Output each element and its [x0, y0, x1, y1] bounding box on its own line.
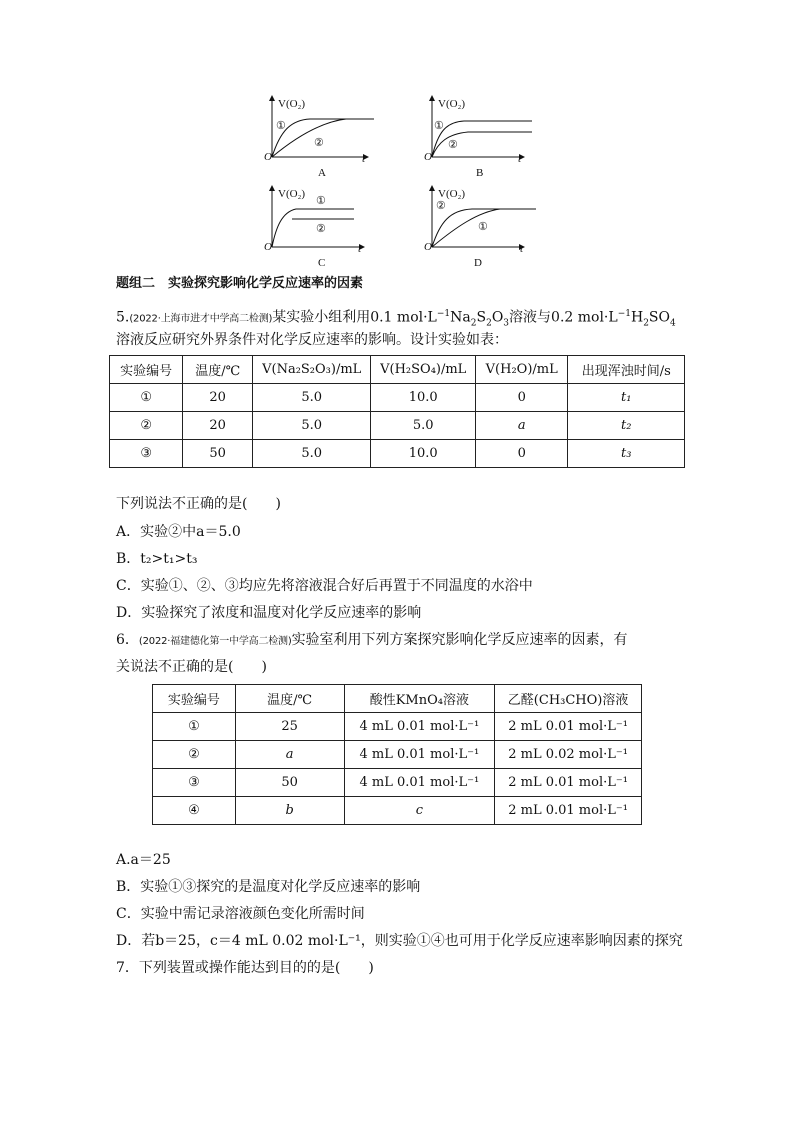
table-row: [153, 713, 642, 741]
q5-stem-d: O: [491, 309, 504, 326]
table-row: [153, 741, 642, 769]
graph-panel-b: [424, 96, 532, 179]
table-cell: t₂: [568, 412, 685, 440]
table-cell: 2 mL 0.01 mol·L⁻¹: [495, 769, 642, 797]
q5-stem-c: S: [476, 309, 487, 326]
panel-label: D: [474, 257, 482, 269]
graph-panel-a: [264, 96, 374, 179]
table-cell: a: [235, 741, 344, 769]
axis-y-label: V(O₂): [438, 188, 466, 200]
q5-option-a: A．实验②中a＝5.0: [116, 524, 241, 540]
q5-source: (2022·上海市进才中学高二检测): [129, 313, 273, 325]
axis-x-label: t: [362, 153, 366, 165]
panel-label: A: [318, 167, 326, 179]
axis-y-label: V(O₂): [438, 98, 466, 110]
axis-x-label: t: [520, 243, 524, 255]
q6-option-a: A.a＝25: [116, 852, 171, 868]
panel-label: C: [318, 257, 326, 269]
table-cell: ③: [153, 769, 236, 797]
curve-1: [432, 209, 500, 247]
curve-1-label: ①: [316, 195, 326, 207]
table-cell: ④: [153, 797, 236, 825]
table-cell: 20: [183, 384, 253, 412]
header-cell: 出现浑浊时间/s: [568, 356, 685, 384]
header-cell: 温度/℃: [235, 685, 344, 713]
q5-stem-f: H: [630, 309, 644, 326]
header-cell: V(Na₂S₂O₃)/mL: [252, 356, 371, 384]
table-header-row: [110, 356, 685, 384]
q6-source: (2022·福建德化第一中学高二检测): [138, 636, 292, 647]
origin-label: O: [264, 151, 272, 163]
table-header-row: [153, 685, 642, 713]
axis-y-label: V(O₂): [278, 188, 306, 200]
table-cell: 4 mL 0.01 mol·L⁻¹: [344, 741, 495, 769]
q6-number: 6．: [116, 632, 139, 648]
header-cell: 温度/℃: [183, 356, 253, 384]
table-cell: b: [235, 797, 344, 825]
curve-1: [432, 121, 532, 157]
table-cell: 5.0: [252, 384, 371, 412]
table-cell: ①: [110, 384, 183, 412]
curve-1-label: ①: [434, 120, 444, 132]
table-cell: 20: [183, 412, 253, 440]
curve-2-label: ②: [448, 139, 458, 151]
q5-stem-a: 某实验小组利用0.1 mol·L: [272, 309, 437, 326]
section-heading: 题组二 实验探究影响化学反应速率的因素: [116, 276, 364, 291]
table-cell: ①: [153, 713, 236, 741]
q5-option-d: D．实验探究了浓度和温度对化学反应速率的影响: [116, 605, 422, 621]
origin-label: O: [424, 241, 432, 253]
q6-option-d: D．若b＝25，c＝4 mL 0.02 mol·L⁻¹，则实验①④也可用于化学反应速率影响因素的探究: [116, 933, 683, 949]
table-cell: 2 mL 0.01 mol·L⁻¹: [495, 713, 642, 741]
table-cell: 50: [183, 440, 253, 468]
table-row: [110, 384, 685, 412]
origin-label: O: [264, 241, 272, 253]
table-cell: t₃: [568, 440, 685, 468]
q5-stem-g: SO: [648, 309, 670, 326]
header-cell: 实验编号: [110, 356, 183, 384]
q5-stem-b: Na: [450, 309, 471, 326]
table-cell: 50: [235, 769, 344, 797]
q6-stem-a: 实验室利用下列方案探究影响化学反应速率的因素，有: [291, 632, 628, 648]
q5-table: [109, 355, 685, 468]
table-cell: ③: [110, 440, 183, 468]
axis-x-label: t: [518, 153, 522, 165]
curve-2-label: ②: [316, 223, 326, 235]
q5-number: 5.: [116, 309, 130, 326]
q6-option-c: C．实验中需记录溶液颜色变化所需时间: [116, 906, 365, 922]
header-cell: V(H₂O)/mL: [475, 356, 567, 384]
curve-2-label: ②: [314, 137, 324, 149]
curve-2-label: ②: [436, 200, 446, 212]
table-cell: 5.0: [252, 440, 371, 468]
axis-x-label: t: [358, 243, 362, 255]
graphs-svg: [256, 92, 536, 272]
header-cell: 酸性KMnO₄溶液: [344, 685, 495, 713]
q5-stem-line2: 溶液反应研究外界条件对化学反应速率的影响。设计实验如表：: [116, 332, 508, 348]
table-cell: 4 mL 0.01 mol·L⁻¹: [344, 713, 495, 741]
q6-stem-line1: [116, 630, 628, 652]
curve-1: [272, 209, 354, 247]
q7-stem: 7．下列装置或操作能达到目的的是( ): [116, 960, 374, 976]
table-cell: 5.0: [252, 412, 371, 440]
table-cell: ②: [110, 412, 183, 440]
table-cell: 5.0: [371, 412, 476, 440]
table-cell: 2 mL 0.01 mol·L⁻¹: [495, 797, 642, 825]
header-cell: V(H₂SO₄)/mL: [371, 356, 476, 384]
table-cell: 4 mL 0.01 mol·L⁻¹: [344, 769, 495, 797]
table-row: [153, 769, 642, 797]
q5-prompt: 下列说法不正确的是( ): [116, 496, 281, 512]
table-cell: 0: [475, 384, 567, 412]
table-cell: a: [475, 412, 567, 440]
axis-y-label: V(O₂): [278, 98, 306, 110]
q6-stem-line2: 关说法不正确的是( ): [116, 659, 267, 675]
q5-stem-line1: 5.(2022·上海市进才中学高二检测)某实验小组利用0.1 $mol\cdot L^{-1}Na_2S_2O_3$溶液与0.2 $mol\cdot L^{-1}H_2SO_4$: [116, 309, 676, 329]
curve-2: [432, 132, 532, 157]
table-cell: 0: [475, 440, 567, 468]
graph-panel-c: [264, 186, 364, 269]
curve-1-label: ①: [276, 120, 286, 132]
table-cell: ②: [153, 741, 236, 769]
graph-panel-d: [424, 186, 536, 269]
table-cell: 10.0: [371, 384, 476, 412]
panel-label: B: [476, 167, 484, 179]
q5-option-c: C．实验①、②、③均应先将溶液混合好后再置于不同温度的水浴中: [116, 578, 533, 594]
q6-option-b: B．实验①③探究的是温度对化学反应速率的影响: [116, 879, 421, 895]
table-row: [110, 412, 685, 440]
table-cell: t₁: [568, 384, 685, 412]
table-cell: 2 mL 0.02 mol·L⁻¹: [495, 741, 642, 769]
q5-stem-e: 溶液与0.2 mol·L: [509, 309, 618, 326]
header-cell: 乙醛(CH₃CHO)溶液: [495, 685, 642, 713]
q6-table: [152, 684, 642, 825]
table-cell: 10.0: [371, 440, 476, 468]
table-cell: c: [344, 797, 495, 825]
table-cell: 25: [235, 713, 344, 741]
oxygen-volume-graphs: [256, 92, 536, 272]
q5-option-b: B．t₂>t₁>t₃: [116, 551, 198, 567]
header-cell: 实验编号: [153, 685, 236, 713]
curve-1-label: ①: [478, 221, 488, 233]
table-row: [110, 440, 685, 468]
table-row: [153, 797, 642, 825]
origin-label: O: [424, 151, 432, 163]
